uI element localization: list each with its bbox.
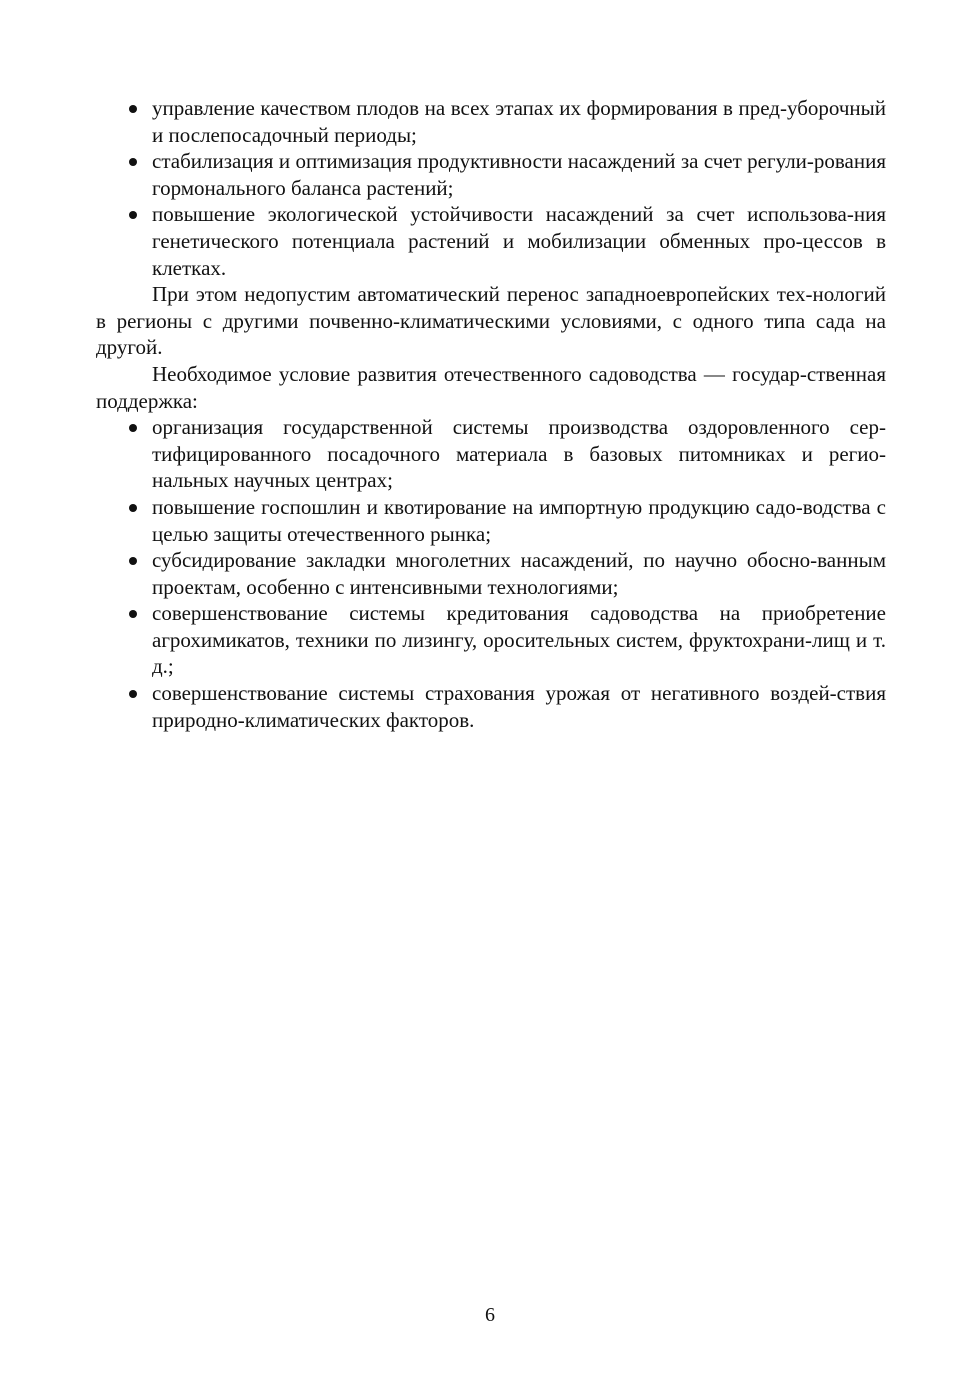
bullet-icon [129,158,137,166]
list-item [96,494,886,547]
list-item [96,414,886,494]
list-item-text: совершенствование системы страхования урожая от негативного воздей-ствия природно-климатических факторов. [152,681,886,732]
document-page [96,95,886,733]
page-number: 6 [485,1304,495,1326]
list-item [96,95,886,148]
list-item [96,547,886,600]
bullet-icon [129,557,137,565]
list-item [96,680,886,733]
bullet-icon [129,690,137,698]
bullet-list-support-measures [96,414,886,733]
list-item-text: повышение госпошлин и квотирование на импортную продукцию садо-водства с целью защиты отечественного рынка; [152,494,886,546]
list-item [96,201,886,281]
list-item-text: управление качеством плодов на всех этапах их формирования в пред-уборочный и послепосадочный периоды; [152,96,886,147]
paragraph-transfer: При этом недопустим автоматический перенос западноевропейских тех-нологий в регионы с другими почвенно-климатическими условиями, с одного типа сада на другой. [96,282,886,360]
bullet-icon [129,105,137,113]
bullet-icon [129,504,137,512]
list-item-text: повышение экологической устойчивости насаждений за счет использова-ния генетического потенциала растений и мобилизации обменных про-цессов в клетках. [152,202,886,280]
list-item [96,148,886,201]
bullet-icon [129,211,137,219]
list-item-text: стабилизация и оптимизация продуктивности насаждений за счет регули-рования гормонального баланса растений; [152,149,886,200]
bullet-list-goals [96,95,886,281]
list-item-text: организация государственной системы производства оздоровленного сер-тифицированного посадочного материала в базовых питомниках и регио-нальных научных центрах; [152,415,886,493]
list-item [96,600,886,680]
list-item-text: совершенствование системы кредитования садоводства на приобретение агрохимикатов, техники по лизингу, оросительных систем, фруктохрани-лищ и т. д.; [152,601,886,679]
bullet-icon [129,610,137,618]
bullet-icon [129,424,137,432]
list-item-text: субсидирование закладки многолетних насаждений, по научно обосно-ванным проектам, особенно с интенсивными технологиями; [152,548,886,599]
paragraph-state-support: Необходимое условие развития отечественного садоводства — государ-ственная поддержка: [96,361,886,413]
